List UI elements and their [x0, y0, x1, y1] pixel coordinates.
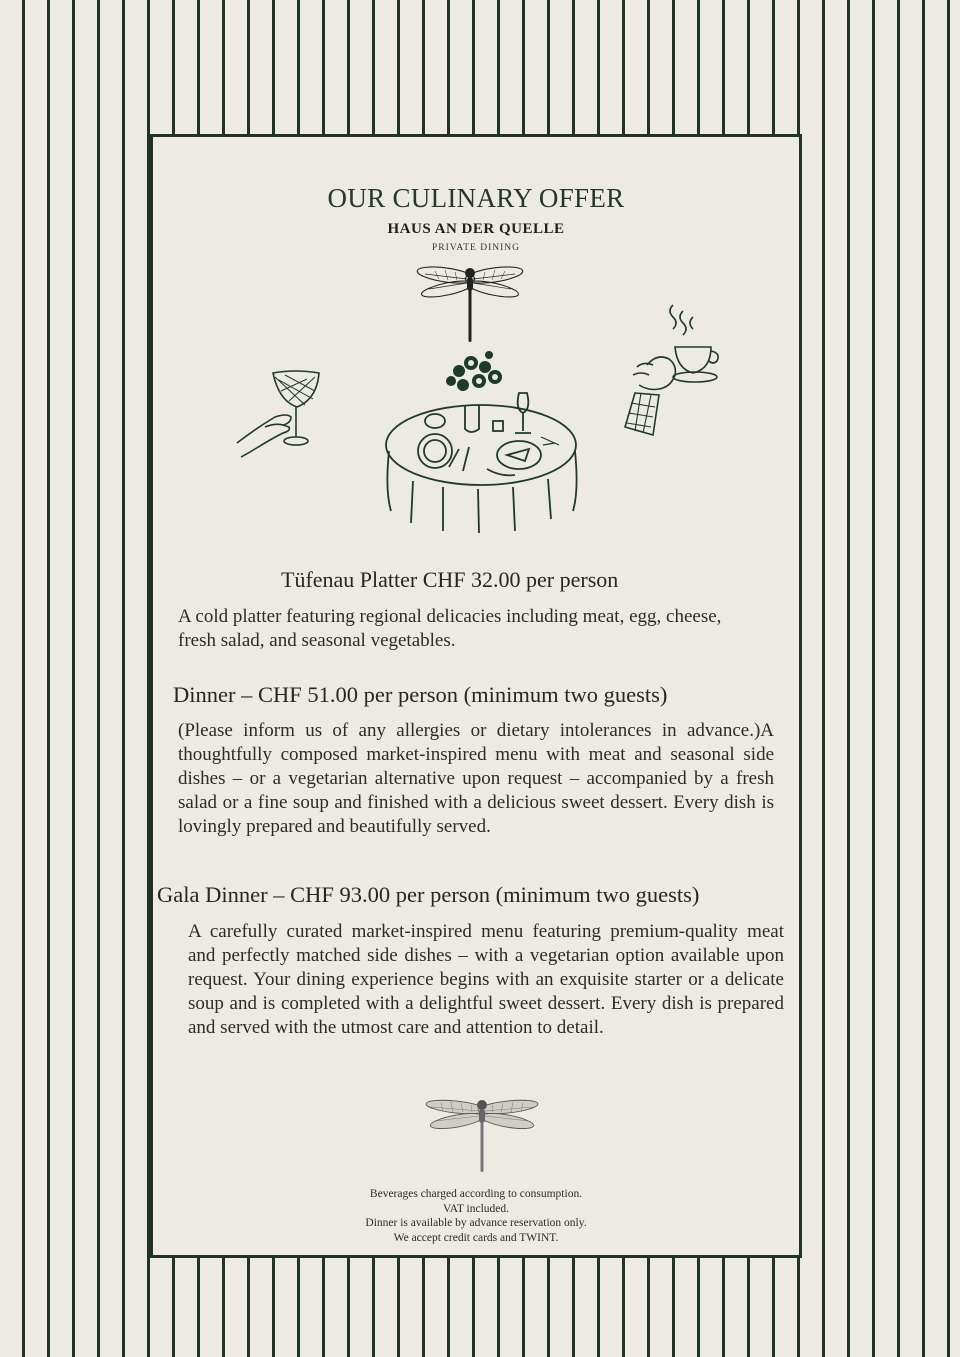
venue-name: HAUS AN DER QUELLE	[387, 221, 565, 237]
footer-notes	[153, 1187, 799, 1245]
footer-line: VAT included.	[442, 1202, 510, 1215]
footer-line: We accept credit cards and TWINT.	[393, 1231, 559, 1244]
dragonfly-icon	[415, 263, 525, 343]
dragonfly-icon	[425, 1097, 539, 1173]
offer-heading-gala-dinner: Gala Dinner – CHF 93.00 per person (minimum two guests)	[157, 882, 700, 907]
offer-heading-platter: Tüfenau Platter CHF 32.00 per person	[281, 567, 619, 592]
offer-description-gala-dinner: A carefully curated market-inspired menu featuring premium-quality meat and perfectly matched side dishes – with a vegetarian option available upon request. Your dining experience begins with an exquisite starter or a delicate soup and is completed with a delightful sweet dessert. Every dish is prepared and served with the utmost care and attention to detail.	[188, 921, 784, 1038]
footer-line: Dinner is available by advance reservation only.	[365, 1217, 587, 1229]
dining-table-icon	[383, 351, 583, 537]
offer-description-dinner: (Please inform us of any allergies or dietary intolerances in advance.)A thoughtfully composed market-inspired menu with meat and seasonal side dishes – or a vegetarian alternative upon request – accompanied by a fresh salad or a fine soup and finished with a delicious sweet dessert. Every dish is lovingly prepared and beautifully served.	[178, 720, 774, 837]
footer-line: Beverages charged according to consumption.	[369, 1188, 583, 1200]
offer-description-platter: A cold platter featuring regional delicacies including meat, egg, cheese, fresh salad, and seasonal vegetables.	[178, 606, 722, 651]
coffee-cup-hand-icon	[623, 303, 723, 438]
page-title: OUR CULINARY OFFER	[327, 183, 625, 213]
offer-heading-dinner: Dinner – CHF 51.00 per person (minimum two guests)	[173, 682, 668, 707]
wine-glass-hand-icon	[235, 369, 325, 464]
page-subtitle: PRIVATE DINING	[432, 243, 520, 253]
menu-card	[150, 134, 802, 1258]
